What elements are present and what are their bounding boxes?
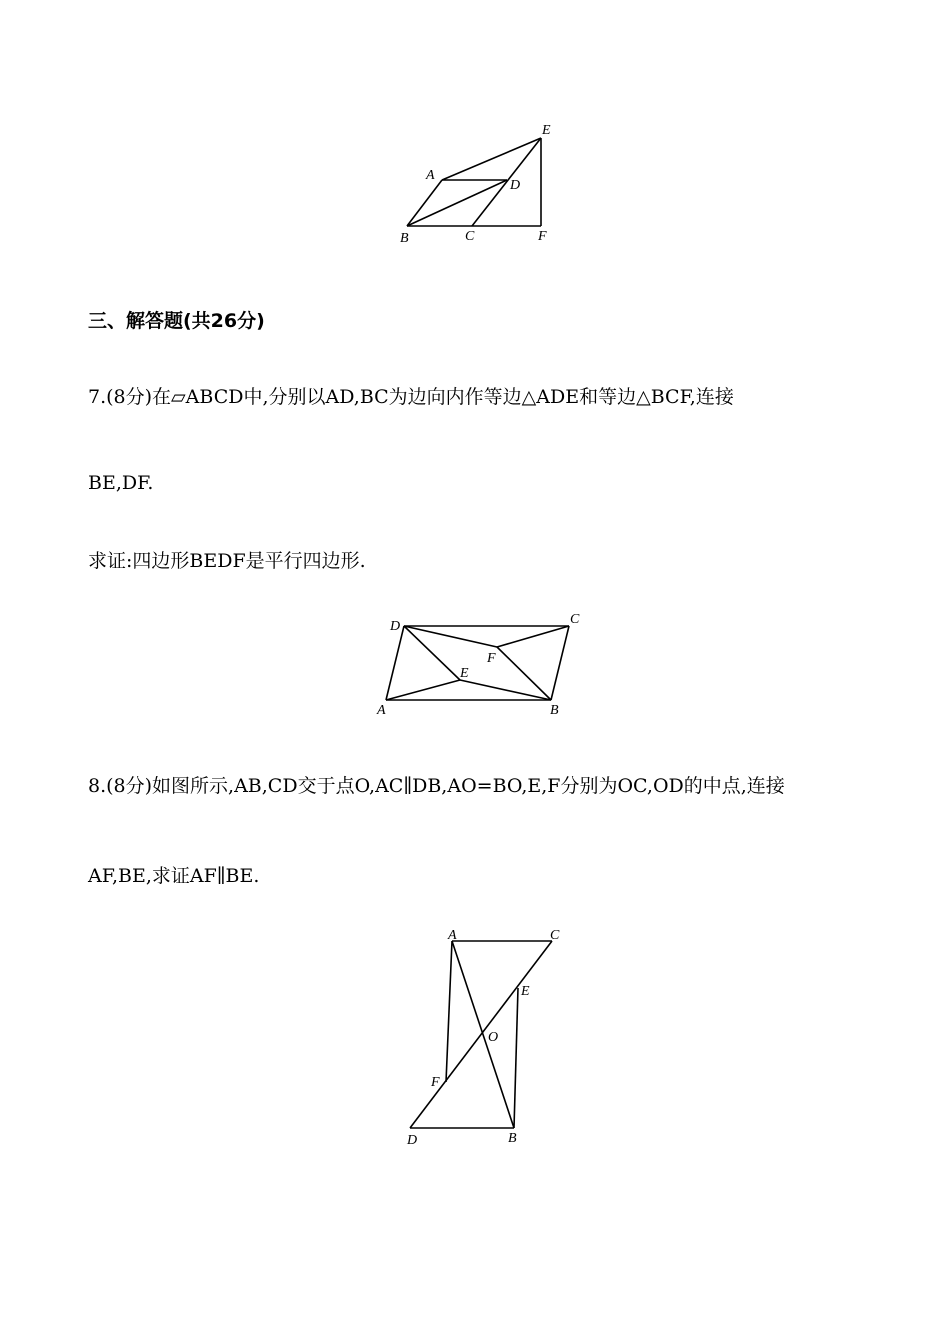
- fig2-seg-FB: [497, 647, 551, 700]
- fig2-label-D: D: [390, 619, 401, 634]
- problem-7-line-2: BE,DF.: [88, 472, 154, 494]
- fig2-seg-CB: [551, 626, 569, 700]
- fig2-label-F: F: [487, 651, 496, 666]
- fig1-label-B: B: [400, 231, 409, 246]
- figure-3-crossing-lines: [398, 922, 568, 1152]
- problem-7-line-3: 求证:四边形BEDF是平行四边形.: [88, 550, 366, 572]
- figure-1-parallelogram: [390, 115, 570, 255]
- fig3-label-O: O: [488, 1030, 499, 1045]
- fig2-seg-AE: [386, 680, 460, 700]
- fig1-label-F: F: [538, 229, 547, 244]
- section-heading: 三、解答题(共26分): [88, 310, 265, 332]
- fig2-seg-DE: [404, 626, 460, 680]
- fig3-label-C: C: [550, 928, 560, 943]
- problem-8-line-2: AF,BE,求证AF∥BE.: [88, 865, 260, 887]
- fig3-seg-AF: [446, 941, 452, 1082]
- fig2-label-A: A: [377, 703, 386, 718]
- fig2-seg-DF: [404, 626, 497, 647]
- fig1-label-D: D: [510, 178, 521, 193]
- fig2-label-E: E: [460, 666, 469, 681]
- fig2-label-B: B: [550, 703, 559, 718]
- fig3-label-A: A: [448, 928, 457, 943]
- fig3-seg-CD: [410, 941, 552, 1128]
- fig2-seg-EB: [460, 680, 551, 700]
- figure-2-parallelogram: [370, 605, 590, 720]
- fig3-label-B: B: [508, 1131, 517, 1146]
- fig1-seg-AB: [407, 180, 442, 226]
- fig2-label-C: C: [570, 612, 580, 627]
- fig1-label-E: E: [542, 123, 551, 138]
- fig3-seg-BE: [514, 988, 518, 1128]
- fig1-seg-CE: [472, 138, 541, 226]
- fig3-seg-AB: [452, 941, 514, 1128]
- problem-7-line-1: 7.(8分)在▱ABCD中,分别以AD,BC为边向内作等边△ADE和等边△BCF,连接: [88, 386, 734, 408]
- fig3-label-F: F: [431, 1075, 440, 1090]
- fig3-label-D: D: [407, 1133, 418, 1148]
- fig1-label-C: C: [465, 229, 475, 244]
- fig2-seg-AD: [386, 626, 404, 700]
- fig1-seg-BD: [407, 180, 507, 226]
- fig1-seg-AE: [442, 138, 541, 180]
- fig1-label-A: A: [426, 168, 435, 183]
- problem-8-line-1: 8.(8分)如图所示,AB,CD交于点O,AC∥DB,AO=BO,E,F分别为OC,OD的中点,连接: [88, 775, 785, 797]
- fig2-seg-FC: [497, 626, 569, 647]
- fig3-label-E: E: [521, 984, 530, 999]
